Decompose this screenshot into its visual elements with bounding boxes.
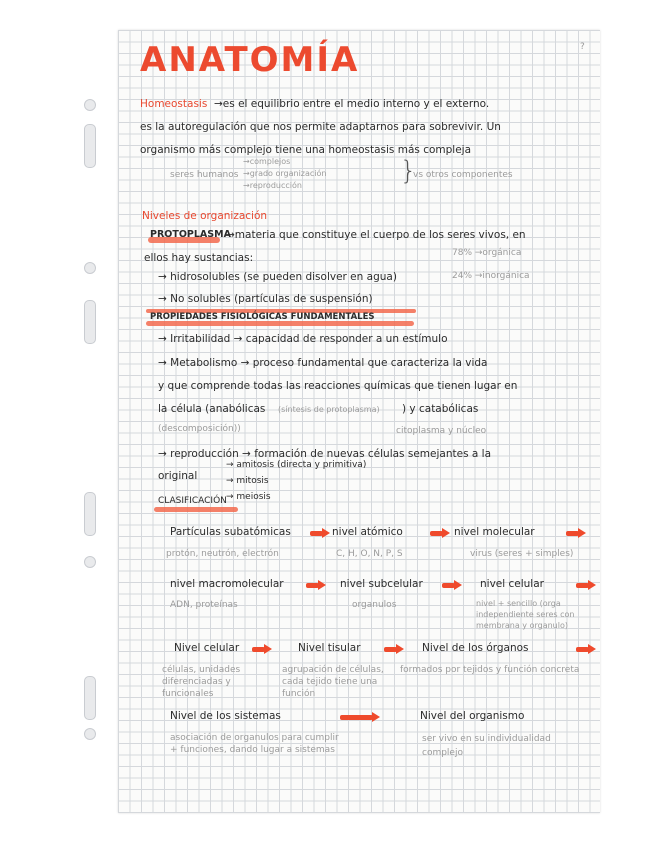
amitosis: → amitosis (directa y primitiva)	[226, 460, 367, 470]
metabolismo-3-note: (síntesis de protoplasma)	[278, 405, 380, 414]
protoplasma-label: PROTOPLASMA	[150, 229, 231, 240]
note-organismo: ser vivo en su individualidad complejo	[422, 734, 551, 758]
arrow-icon	[252, 645, 272, 654]
notebook-page	[118, 30, 600, 813]
note-macromolecular: ADN, proteínas	[170, 600, 238, 610]
arrow-icon	[306, 581, 326, 590]
level-subcelular: nivel subcelular	[340, 578, 423, 590]
percent-inorganico: 24% →inorgánica	[452, 271, 530, 281]
protoplasma-def-2: ellos hay sustancias:	[144, 252, 254, 264]
level-organismo: Nivel del organismo	[420, 710, 525, 722]
note-subatomic: protón, neutrón, electrón	[166, 549, 279, 559]
arrow-icon	[442, 581, 462, 590]
homeostasis-line-1: →es el equilibrio entre el medio interno y el externo.	[214, 98, 490, 110]
arrow-icon	[384, 645, 404, 654]
level-molecular: nivel molecular	[454, 526, 535, 538]
protoplasma-def: →materia que constituye el cuerpo de los seres vivos, en	[226, 229, 526, 241]
level-macromolecular: nivel macromolecular	[170, 578, 284, 590]
meiosis: → meiosis	[226, 492, 271, 502]
binder-hole	[84, 300, 96, 344]
hidrosolubles: → hidrosolubles (se pueden disolver en agua)	[158, 271, 397, 283]
diagram-item-2: →grado organización	[243, 169, 327, 178]
metabolismo-2: y que comprende todas las reacciones químicas que tienen lugar en	[158, 380, 518, 392]
level-celular-top: nivel celular	[480, 578, 544, 590]
niveles-heading: Niveles de organización	[142, 210, 268, 222]
binder-hole	[84, 124, 96, 168]
note-atomic: C, H, O, N, P, S	[336, 549, 403, 559]
page-number: ?	[580, 42, 585, 52]
propiedades-heading: PROPIEDADES FISIOLÓGICAS FUNDAMENTALES	[150, 312, 375, 322]
note-sistemas: asociación de organulos para cumplir + funciones, dando lugar a sistemas	[170, 733, 339, 755]
irritabilidad: → Irritabilidad → capacidad de responder a un estímulo	[158, 333, 448, 345]
arrow-icon	[430, 529, 450, 538]
level-sistemas: Nivel de los sistemas	[170, 710, 281, 722]
binder-hole	[84, 262, 96, 274]
note-subcelular: organulos	[352, 600, 397, 610]
arrow-icon	[340, 713, 380, 722]
metabolismo-1: → Metabolismo → proceso fundamental que caracteriza la vida	[158, 357, 488, 369]
homeostasis-line-3: organismo más complejo tiene una homeostasis más compleja	[140, 144, 472, 156]
homeostasis-term: Homeostasis	[140, 98, 208, 110]
binder-hole	[84, 728, 96, 740]
brace-icon: }	[400, 156, 417, 186]
reproduccion-1: → reproducción → formación de nuevas células semejantes a la	[158, 448, 492, 460]
note-celular-top: nivel + sencillo (orga independiente seres con membrana y organulo)	[476, 599, 575, 630]
citoplasma: citoplasma y núcleo	[396, 426, 487, 436]
level-celular: Nivel celular	[174, 642, 240, 654]
clasificacion-highlight	[154, 507, 238, 512]
arrow-icon	[310, 529, 330, 538]
mitosis: → mitosis	[226, 476, 269, 486]
no-solubles: → No solubles (partículas de suspensión)	[158, 293, 373, 305]
arrow-icon	[566, 529, 586, 538]
binder-hole	[84, 556, 96, 568]
page-title: ANATOMÍA	[140, 40, 360, 80]
note-celular: células, unidades diferenciadas y funcionales	[162, 665, 241, 699]
clasificacion-heading: CLASIFICACIÓN	[158, 496, 227, 506]
binder-hole	[84, 492, 96, 536]
level-tisular: Nivel tisular	[298, 642, 361, 654]
level-atomic: nivel atómico	[332, 526, 403, 538]
note-molecular: virus (seres + simples)	[470, 549, 574, 559]
level-organos: Nivel de los órganos	[422, 642, 529, 654]
binder-hole	[84, 676, 96, 720]
percent-organico: 78% →orgánica	[452, 248, 522, 258]
diagram-item-3: →reproducción	[243, 181, 302, 190]
homeostasis-line-2: es la autoregulación que nos permite adaptarnos para sobrevivir. Un	[140, 121, 501, 133]
metabolismo-3: la célula (anabólicas	[158, 403, 266, 415]
reproduccion-2: original	[158, 470, 198, 482]
diagram-item-1: →complejos	[243, 157, 291, 166]
binder-hole	[84, 99, 96, 111]
arrow-icon	[576, 581, 596, 590]
descomposicion: (descomposición))	[158, 424, 241, 434]
metabolismo-3-end: ) y catabólicas	[402, 403, 479, 415]
diagram-left: seres humanos	[170, 170, 239, 180]
note-organos: formados por tejidos y función concreta	[400, 665, 580, 675]
arrow-icon	[576, 645, 596, 654]
note-tisular: agrupación de células, cada tejido tiene una función	[282, 665, 384, 699]
diagram-right: vs otros componentes	[413, 170, 513, 180]
level-subatomic: Partículas subatómicas	[170, 526, 291, 538]
